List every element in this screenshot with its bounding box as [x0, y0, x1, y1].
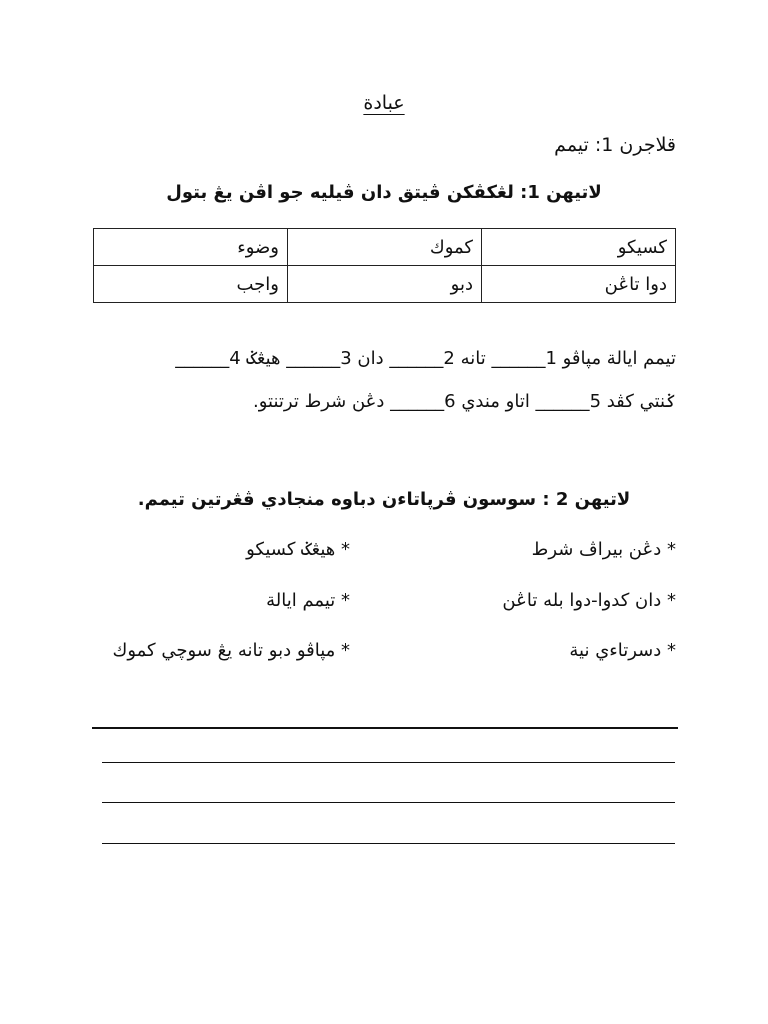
- fill-blank-line-2: ݢنتي كڤد 5______ اتاو مندي 6______ دڠن شرط ترتنتو.: [253, 391, 676, 412]
- answer-line: [102, 762, 675, 763]
- phrase-item: * هيڠݢ كسيكو: [246, 539, 350, 560]
- phrase-item: * دان كدوا-دوا بله تاڠن: [502, 590, 676, 611]
- word-bank-table: [93, 228, 676, 303]
- page-title-text: عبادة: [363, 92, 405, 114]
- table-cell: واجب: [94, 266, 288, 303]
- exercise-2-heading: لاتيهن 2 : سوسون ڤرڽاتاءن دباوه منجادي ڤڠرتين تيمم.: [137, 489, 631, 510]
- phrase-item: * تيمم ايالة: [266, 590, 350, 611]
- table-cell: وضوء: [94, 229, 288, 266]
- table-cell: كموك: [288, 229, 482, 266]
- exercise-1-heading: لاتيهن 1: لڠكڤكن ڤيتق دان ڤيليه جو اڤن يڠ بتول: [166, 182, 602, 203]
- answer-divider: [92, 727, 678, 729]
- table-cell: دوا تاڠن: [482, 266, 676, 303]
- table-cell: كسيكو: [482, 229, 676, 266]
- phrase-item: * دڠن بيراڤ شرط: [531, 539, 676, 560]
- fill-blank-line-1: تيمم ايالة مپاڤو 1______ تانه 2______ دان 3______ هيڠݢ 4______: [175, 348, 676, 369]
- table-cell: دبو: [288, 266, 482, 303]
- phrase-item: * مپاڤو دبو تانه يڠ سوچي كموك: [112, 640, 350, 661]
- unit-label: قلاجرن 1: تيمم: [554, 134, 676, 156]
- table-row: [94, 266, 676, 303]
- page-title: [0, 92, 768, 114]
- answer-line: [102, 843, 675, 844]
- phrase-item: * دسرتاءي نية: [569, 640, 676, 661]
- answer-line: [102, 802, 675, 803]
- table-row: [94, 229, 676, 266]
